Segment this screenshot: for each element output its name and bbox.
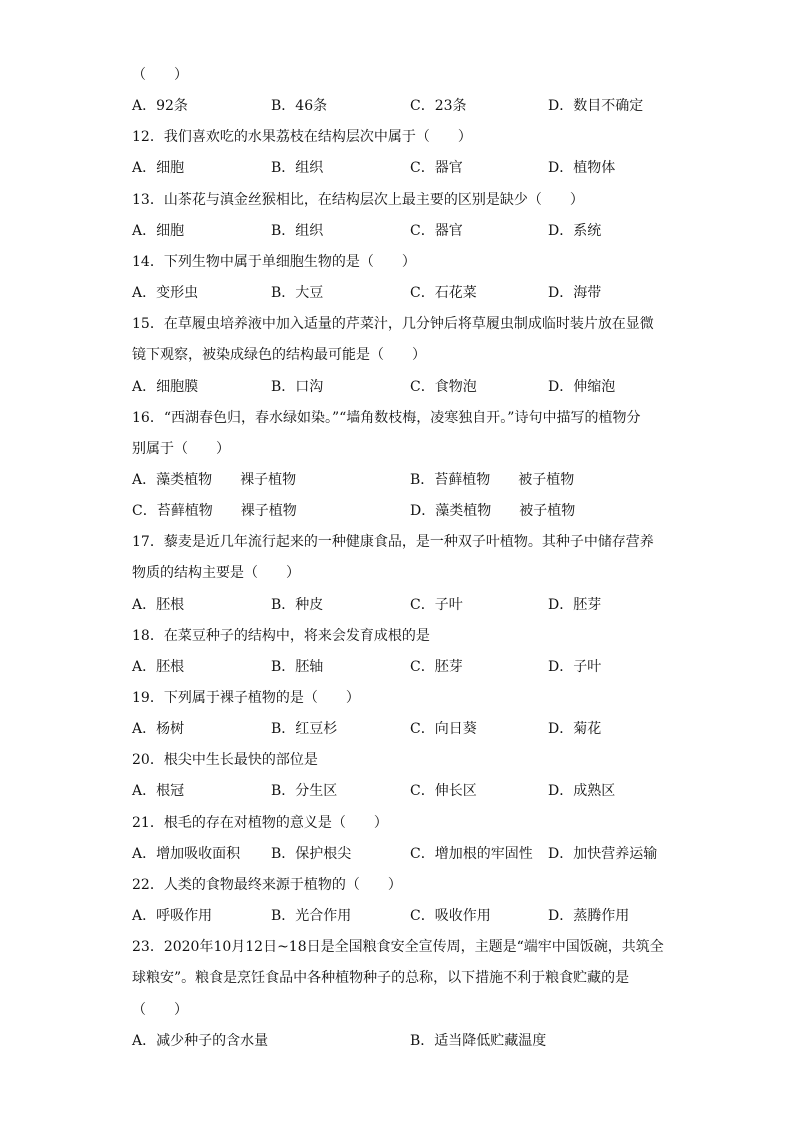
answer-option: D．植物体	[548, 160, 616, 176]
answer-option: D．海带	[548, 285, 602, 301]
answer-option: C．伸长区	[410, 783, 477, 799]
answer-option: B．胚轴	[271, 659, 324, 675]
answer-option: B．组织	[271, 223, 324, 239]
answer-option: A．细胞	[132, 223, 185, 239]
question-text-line: 17．藜麦是近几年流行起来的一种健康食品，是一种双子叶植物。其种子中储存营养	[132, 534, 654, 550]
answer-option: B．苔藓植物 被子植物	[410, 472, 575, 488]
question-text-line: （ ）	[132, 67, 188, 83]
question-text-line: 21．根毛的存在对植物的意义是（ ）	[132, 815, 388, 831]
question-text-line: 18．在菜豆种子的结构中，将来会发育成根的是	[132, 628, 430, 644]
question-text-line: 镜下观察，被染成绿色的结构最可能是（ ）	[132, 347, 426, 363]
answer-option: D．数目不确定	[548, 98, 644, 114]
answer-option: A．杨树	[132, 721, 185, 737]
answer-option: A．减少种子的含水量	[132, 1033, 269, 1049]
answer-option: C．向日葵	[410, 721, 477, 737]
answer-option: D．胚芽	[548, 597, 602, 613]
answer-option: B．口沟	[271, 379, 324, 395]
answer-option: B．种皮	[271, 597, 324, 613]
answer-option: B．大豆	[271, 285, 324, 301]
answer-option: D．伸缩泡	[548, 379, 616, 395]
answer-option: A．根冠	[132, 783, 185, 799]
answer-option: C．石花菜	[410, 285, 477, 301]
answer-option: C．苔藓植物 裸子植物	[132, 503, 297, 519]
question-text-line: 22．人类的食物最终来源于植物的（ ）	[132, 877, 402, 893]
answer-option: C．23条	[410, 98, 467, 114]
answer-option: C．器官	[410, 160, 463, 176]
answer-option: C．吸收作用	[410, 908, 491, 924]
answer-option: B．46条	[271, 98, 328, 114]
answer-option: A．胚根	[132, 597, 185, 613]
answer-option: B．红豆杉	[271, 721, 338, 737]
answer-option: A．细胞	[132, 160, 185, 176]
question-text-line: 20．根尖中生长最快的部位是	[132, 752, 318, 768]
answer-option: C．食物泡	[410, 379, 477, 395]
answer-option: D．蒸腾作用	[548, 908, 630, 924]
answer-option: D．菊花	[548, 721, 602, 737]
answer-option: B．分生区	[271, 783, 338, 799]
answer-option: D．成熟区	[548, 783, 616, 799]
answer-option: A．细胞膜	[132, 379, 199, 395]
answer-option: A．变形虫	[132, 285, 199, 301]
question-text-line: 19．下列属于裸子植物的是（ ）	[132, 690, 360, 706]
question-text-line: 球粮安”。粮食是烹饪食品中各种植物种子的总称，以下措施不利于粮食贮藏的是	[132, 970, 630, 986]
question-text-line: 别属于（ ）	[132, 441, 230, 457]
answer-option: C．胚芽	[410, 659, 463, 675]
question-text-line: （ ）	[132, 1002, 188, 1018]
question-text-line: 16．“西湖春色归，春水绿如染。”“墙角数枝梅，凌寒独自开。”诗句中描写的植物分	[132, 410, 641, 426]
answer-option: A．胚根	[132, 659, 185, 675]
answer-option: B．保护根尖	[271, 846, 352, 862]
answer-option: B．光合作用	[271, 908, 352, 924]
question-text-line: 13．山茶花与滇金丝猴相比，在结构层次上最主要的区别是缺少（ ）	[132, 192, 584, 208]
answer-option: B．组织	[271, 160, 324, 176]
answer-option: A．增加吸收面积	[132, 846, 241, 862]
answer-option: D．藻类植物 被子植物	[410, 503, 576, 519]
question-text-line: 物质的结构主要是（ ）	[132, 565, 300, 581]
question-text-line: 23．2020年10月12日~18日是全国粮食安全宣传周，主题是“端牢中国饭碗，共筑全	[132, 939, 664, 955]
answer-option: D．系统	[548, 223, 602, 239]
question-text-line: 14．下列生物中属于单细胞生物的是（ ）	[132, 254, 416, 270]
question-text-line: 15．在草履虫培养液中加入适量的芹菜汁，几分钟后将草履虫制成临时装片放在显微	[132, 316, 654, 332]
question-text-line: 12．我们喜欢吃的水果荔枝在结构层次中属于（ ）	[132, 129, 472, 145]
answer-option: D．子叶	[548, 659, 602, 675]
answer-option: D．加快营养运输	[548, 846, 658, 862]
answer-option: C．器官	[410, 223, 463, 239]
answer-option: B．适当降低贮藏温度	[410, 1033, 547, 1049]
answer-option: C．子叶	[410, 597, 463, 613]
answer-option: A．藻类植物 裸子植物	[132, 472, 297, 488]
answer-option: C．增加根的牢固性	[410, 846, 533, 862]
answer-option: A．呼吸作用	[132, 908, 213, 924]
answer-option: A．92条	[132, 98, 188, 114]
